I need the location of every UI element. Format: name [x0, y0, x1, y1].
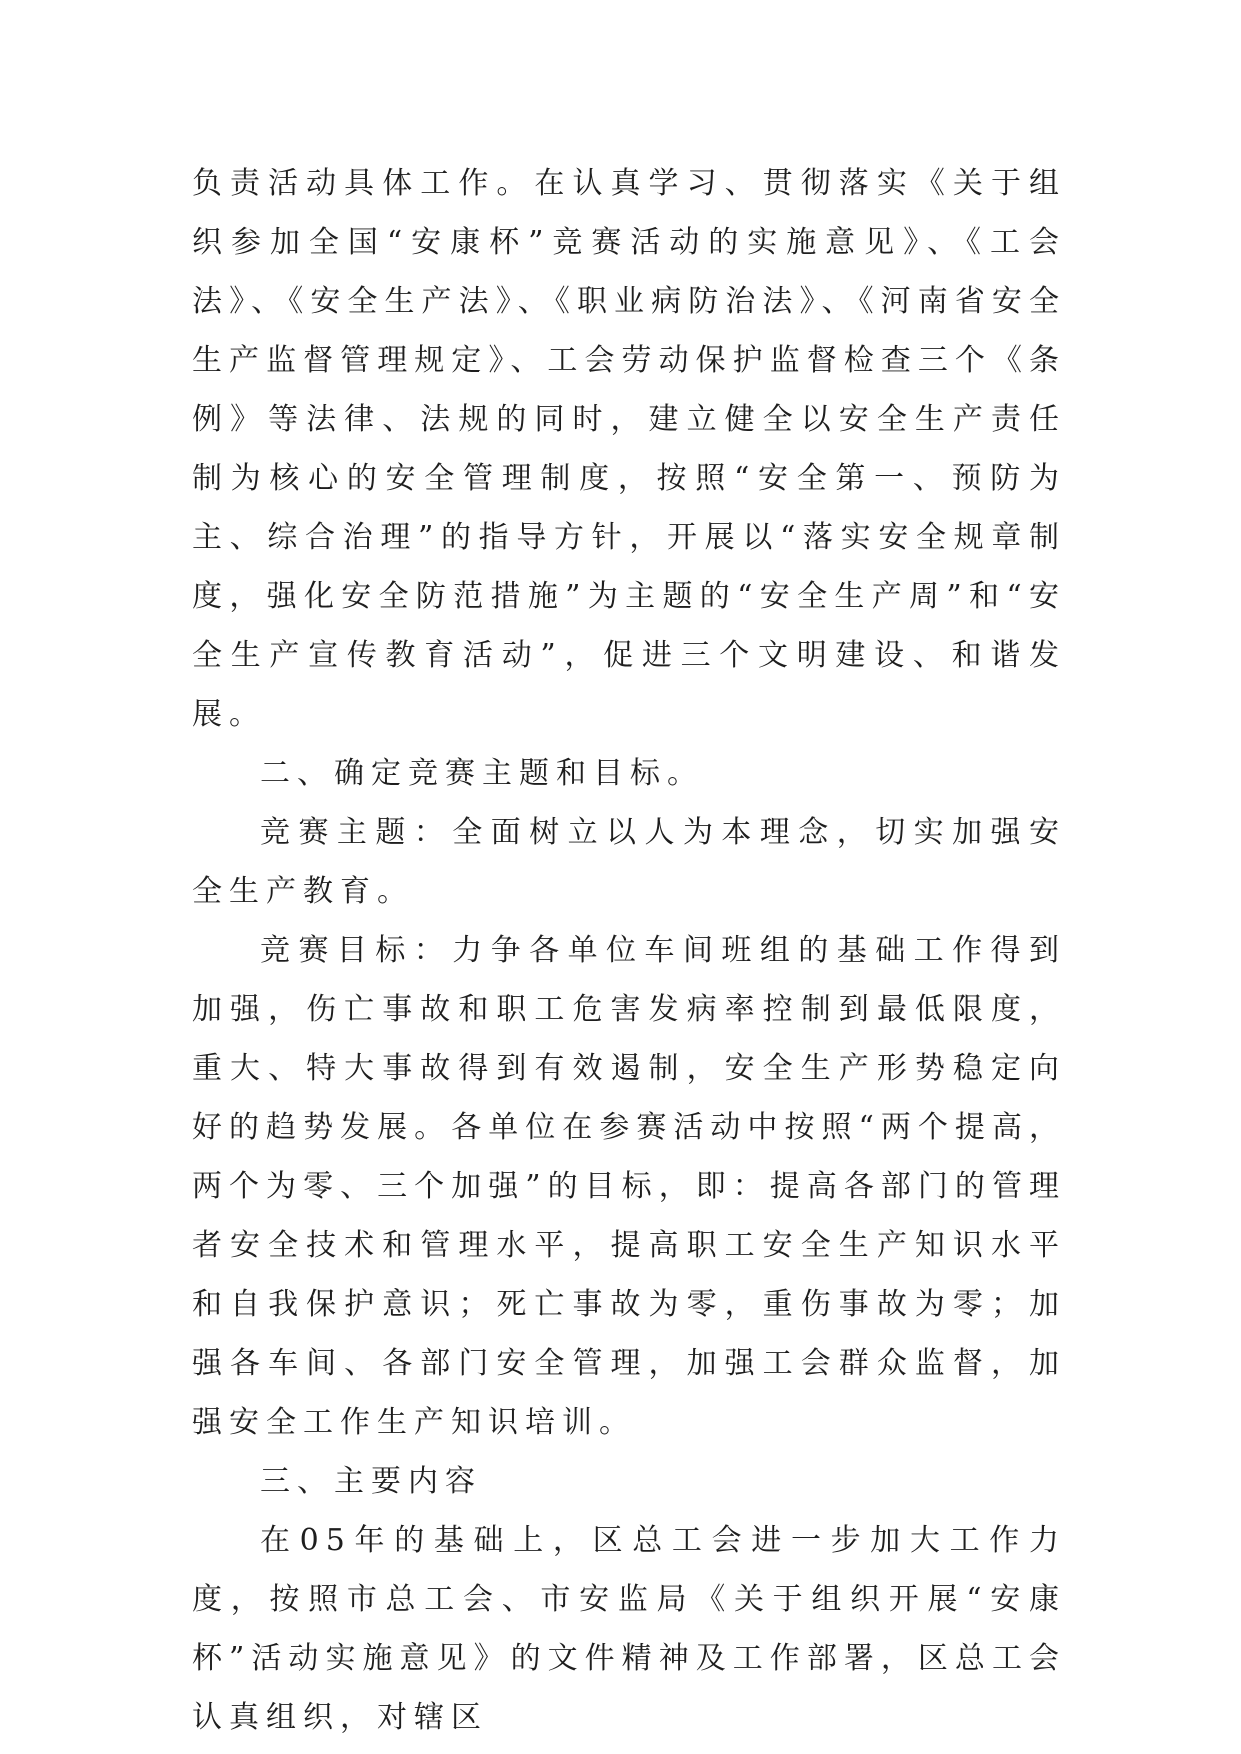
paragraph-main-content: 在05年的基础上，区总工会进一步加大工作力度，按照市总工会、市安监局《关于组织开展“安康杯”活动实施意见》的文件精神及工作部署，区总工会认真组织，对辖区: [192, 1523, 1066, 1735]
paragraph-competition-theme: 竞赛主题：全面树立以人为本理念，切实加强安全生产教育。: [192, 815, 1066, 909]
paragraph-activity-work: 负责活动具体工作。在认真学习、贯彻落实《关于组织参加全国“安康杯”竞赛活动的实施意见》、《工会法》、《安全生产法》、《职业病防治法》、《河南省安全生产监督管理规定》、工会劳动保护监督检查三个《条例》等法律、法规的同时，建立健全以安全生产责任制为核心的安全管理制度，按照“安全第一、预防为主、综合治理”的指导方针，开展以“落实安全规章制度，强化安全防范措施”为主题的“安全生产周”和“安全生产宣传教育活动”，促进三个文明建设、和谐发展。: [192, 166, 1066, 732]
section-heading-theme-goals: 二、确定竞赛主题和目标。: [260, 756, 704, 791]
section-heading-main-content: 三、主要内容: [260, 1464, 482, 1499]
document-body: [192, 154, 1066, 1747]
paragraph-competition-goals: 竞赛目标：力争各单位车间班组的基础工作得到加强，伤亡事故和职工危害发病率控制到最低限度，重大、特大事故得到有效遏制，安全生产形势稳定向好的趋势发展。各单位在参赛活动中按照“两个提高，两个为零、三个加强”的目标，即：提高各部门的管理者安全技术和管理水平，提高职工安全生产知识水平和自我保护意识；死亡事故为零，重伤事故为零；加强各车间、各部门安全管理，加强工会群众监督，加强安全工作生产知识培训。: [192, 933, 1066, 1440]
